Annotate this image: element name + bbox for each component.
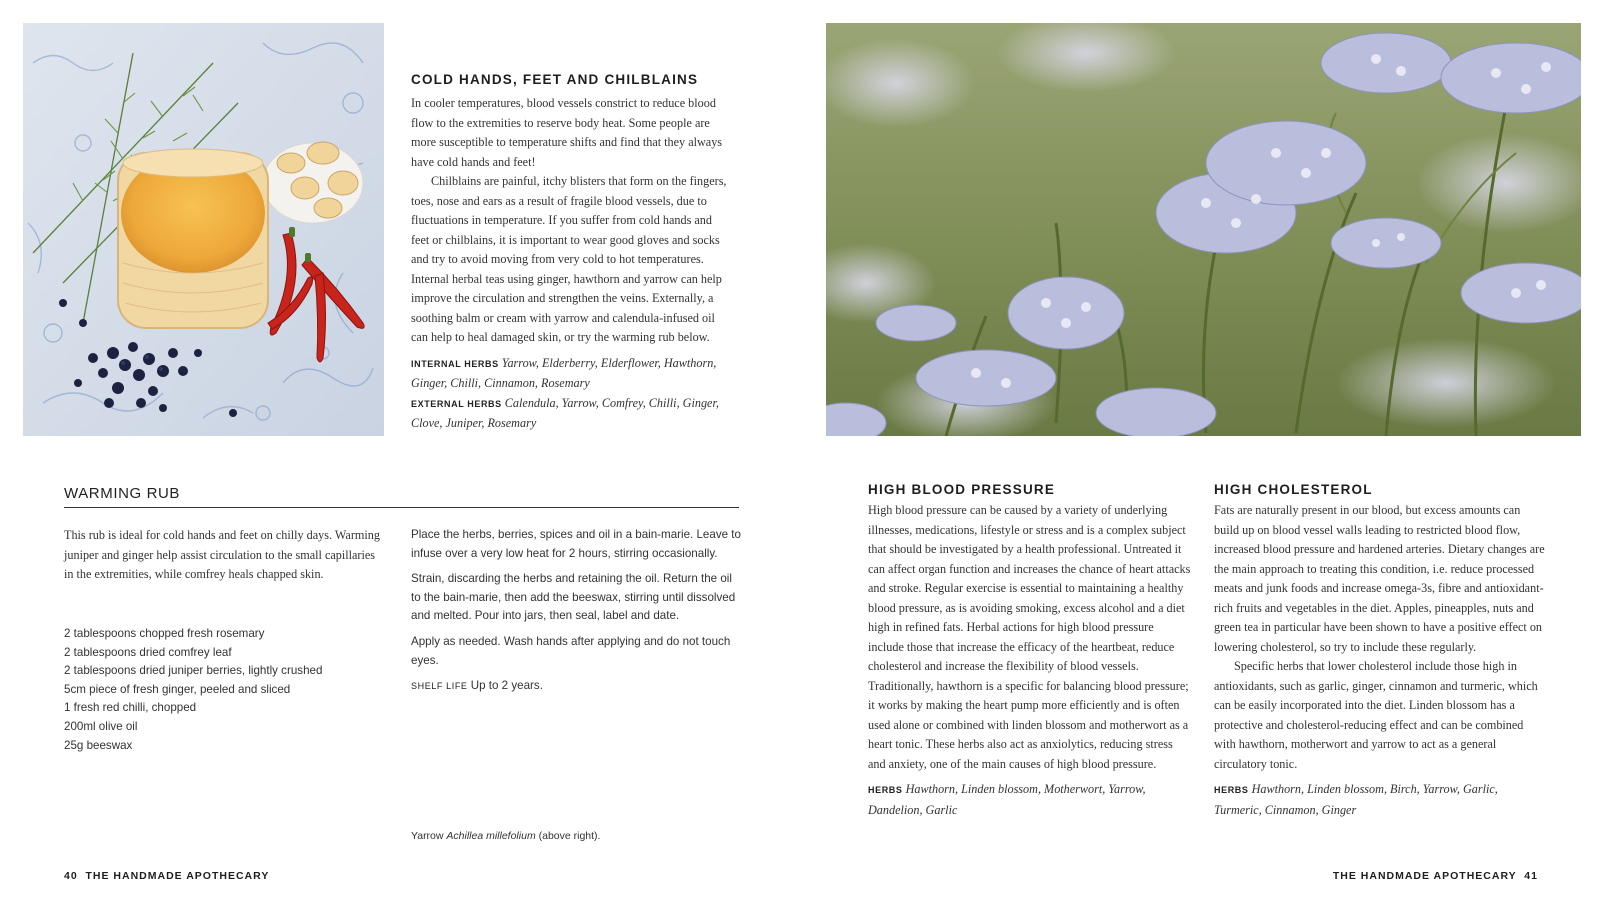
ingredient-item: 2 tablespoons chopped fresh rosemary: [64, 627, 265, 640]
hc-herbs-label: HERBS: [1214, 785, 1249, 795]
yarrow-photo: [826, 23, 1581, 436]
external-herbs-list: Calendula, Yarrow, Comfrey, Chilli, Ginger, Clove, Juniper, Rosemary: [411, 395, 719, 430]
high-cholesterol-heading: HIGH CHOLESTEROL: [1214, 482, 1373, 497]
internal-herbs-label: INTERNAL HERBS: [411, 358, 499, 369]
external-herbs-line: [411, 394, 731, 434]
external-herbs-label: EXTERNAL HERBS: [411, 398, 502, 409]
hbp-herbs-list: Hawthorn, Linden blossom, Motherwort, Yarrow, Dandelion, Garlic: [868, 782, 1146, 817]
cold-hands-section: [411, 72, 731, 434]
ingredient-item: 1 fresh red chilli, chopped: [64, 701, 197, 715]
page-folio-left: 40 THE HANDMADE APOTHECARY: [64, 870, 270, 882]
shelf-life-line: [411, 677, 741, 696]
method-step: Strain, discarding the herbs and retaining the oil. Return the oil to the bain-marie, then add the beeswax, stirring until dissolved and melted. Pour into jars, then seal, label and date.: [411, 572, 736, 623]
high-cholesterol-paragraph-1: Fats are naturally present in our blood, but excess amounts can build up on blood vessel walls leading to restricted blood flow, increased blood pressure and hardened arteries. Dietary changes are the main approach to treating this condition, i.e. reduce processed meats and junk foods and increase omega-3s, fibre and antioxidant-rich fruits and vegetables in the diet. Apples, pineapples, nuts and green tea in particular have been shown to have a positive effect on lowering cholesterol, so try to include these regularly.: [1214, 503, 1545, 654]
ingredient-item: 25g beeswax: [64, 738, 133, 752]
hc-herbs-line: [1214, 780, 1547, 820]
caption-latin-name: Achillea millefolium: [446, 830, 536, 842]
ingredients-list: [64, 625, 382, 755]
page-folio-right: THE HANDMADE APOTHECARY 41: [1332, 870, 1538, 882]
hbp-herbs-line: [868, 780, 1191, 820]
hc-herbs-list: Hawthorn, Linden blossom, Birch, Yarrow, Garlic, Turmeric, Cinnamon, Ginger: [1214, 782, 1498, 817]
caption-suffix: (above right).: [538, 830, 601, 842]
warming-rub-intro: This rub is ideal for cold hands and feet on chilly days. Warming juniper and ginger help assist circulation to the small capillaries in the extremities, while comfrey heals chapped skin.: [64, 528, 380, 581]
cold-hands-paragraph-2: Chilblains are painful, itchy blisters that form on the fingers, toes, nose and ears as a result of fragile blood vessels, due to fluctuations in temperature. If you suffer from cold hands and feet or chilblains, it is important to wear good gloves and socks and try to avoid moving from very cold to hot temperatures. Internal herbal teas using ginger, hawthorn and yarrow can help improve the circulation and strengthen the veins. Externally, a soothing balm or cream with yarrow and calendula-infused oil can help to heal damaged skin, or try the warming rub below.: [411, 174, 727, 344]
high-blood-pressure-heading: HIGH BLOOD PRESSURE: [868, 482, 1056, 497]
hbp-herbs-label: HERBS: [868, 785, 903, 795]
shelf-life-value: Up to 2 years.: [470, 679, 543, 693]
high-cholesterol-section: [1214, 482, 1547, 820]
method-step: Place the herbs, berries, spices and oil in a bain-marie. Leave to infuse over a very low heat for 2 hours, stirring occasionally.: [411, 528, 741, 560]
internal-herbs-line: [411, 354, 731, 394]
high-blood-pressure-body: High blood pressure can be caused by a variety of underlying illnesses, medications, lifestyle or stress and is a complex subject that should be investigated by a health professional. Untreated it can affect organ function and increases the chance of heart attacks and stroke. Regular exercise is essential to maintaining a healthy blood pressure, as is avoiding smoking, excess alcohol and a diet high in refined fats. Herbal actions for high blood pressure include those that increase the efficacy of the heartbeat, reduce cholesterol and increase the flexibility of blood vessels. Traditionally, hawthorn is a specific for balancing blood pressure; it works by making the heart pump more efficiently and is often used alone or combined with linden blossom and motherwort as a heart tonic. These herbs also act as anxiolytics, reducing stress and anxiety, one of the main causes of high blood pressure.: [868, 503, 1191, 771]
high-blood-pressure-section: [868, 482, 1191, 820]
ingredient-item: 200ml olive oil: [64, 719, 138, 733]
ingredient-item: 2 tablespoons dried comfrey leaf: [64, 645, 232, 659]
warming-rub-divider: [64, 507, 739, 508]
photo-caption: [411, 830, 600, 842]
warming-rub-photo: [23, 23, 384, 436]
caption-prefix: Yarrow: [411, 830, 444, 842]
cold-hands-paragraph-1: In cooler temperatures, blood vessels constrict to reduce blood flow to the extremities to reserve body heat. Some people are more susceptible to temperature shifts and find that they always have cold hands and feet!: [411, 96, 723, 169]
method-steps: [411, 526, 741, 703]
ingredient-item: 2 tablespoons dried juniper berries, lightly crushed: [64, 664, 323, 678]
warming-rub-title: WARMING RUB: [64, 485, 181, 502]
high-cholesterol-paragraph-2: Specific herbs that lower cholesterol include those high in antioxidants, such as garlic, ginger, cinnamon and turmeric, which can be easily incorporated into the diet. Linden blossom has a protective and cholesterol-reducing effect and can be combined with hawthorn, motherwort and yarrow to act as a general circulatory tonic.: [1214, 659, 1538, 771]
internal-herbs-list: Yarrow, Elderberry, Elderflower, Hawthorn, Ginger, Chilli, Cinnamon, Rosemary: [411, 355, 717, 390]
method-step: Apply as needed. Wash hands after applying and do not touch eyes.: [411, 634, 731, 667]
shelf-life-label: SHELF LIFE: [411, 681, 468, 692]
ingredient-item: 5cm piece of fresh ginger, peeled and sliced: [64, 682, 291, 696]
cold-hands-heading: COLD HANDS, FEET AND CHILBLAINS: [411, 72, 699, 87]
